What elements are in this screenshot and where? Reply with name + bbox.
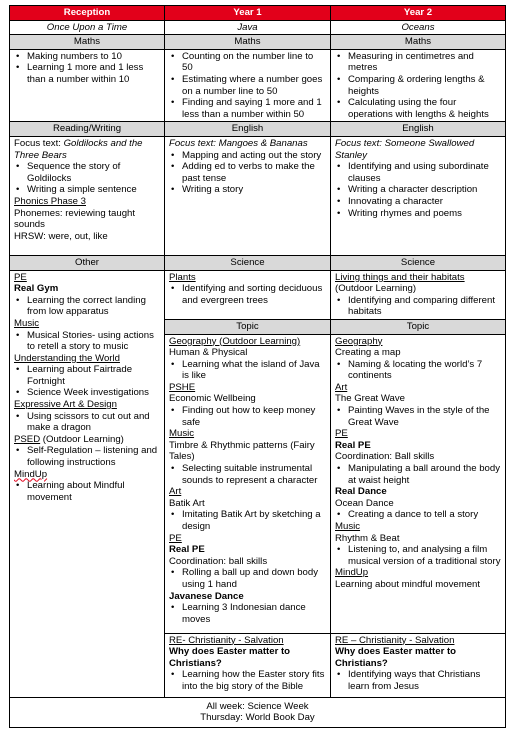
list-item: • Learning about Mindful movement [14, 480, 160, 503]
list-item: • Learning the correct landing from low apparatus [14, 295, 160, 318]
re-heading: RE – Christianity - Salvation [335, 634, 455, 646]
year2-maths [331, 49, 506, 122]
footer-line: All week: Science Week [206, 700, 309, 712]
list-item: • Comparing & ordering lengths & heights [335, 74, 501, 97]
year1-topic [165, 334, 331, 633]
pe-sub: Coordination: Ball skills [335, 451, 435, 463]
mindup-heading: MindUp [14, 468, 48, 480]
hrsw-text: HRSW: were, out, like [14, 230, 108, 242]
list-item: • Selecting suitable instrumental sounds to represent a character [169, 463, 326, 486]
science-content-row [10, 270, 506, 319]
psed-heading: PSED (Outdoor Learning) [14, 433, 124, 445]
list-item: • Finding out how to keep money safe [169, 405, 326, 428]
other-label: Other [10, 255, 165, 270]
list-item: • Estimating where a number goes on a number line to 50 [169, 74, 326, 97]
art-heading: Art [169, 486, 182, 498]
list-item: • Counting on the number line to 50 [169, 51, 326, 74]
music-heading: Music [169, 428, 195, 440]
list-item: • Learning about Fairtrade Fortnight [14, 364, 160, 387]
year1-science [165, 270, 331, 319]
list-item: • Innovating a character [335, 196, 501, 208]
english-label: English [165, 122, 331, 137]
geography-sub: Human & Physical [169, 347, 248, 359]
maths-label: Maths [10, 35, 165, 50]
list-item: • Writing a character description [335, 184, 501, 196]
outdoor-learning-note: (Outdoor Learning) [335, 283, 417, 295]
geography-heading: Geography [335, 335, 383, 347]
re-question: Why does Easter matter to Christians? [169, 646, 291, 669]
list-item: • Writing rhymes and poems [335, 208, 501, 220]
living-things-heading: Living things and their habitats [335, 271, 465, 283]
pshe-sub: Economic Wellbeing [169, 393, 256, 405]
year2-topic-title: Oceans [331, 20, 506, 35]
list-item: • Finding and saying 1 more and 1 less than a number within 50 [169, 97, 326, 120]
year-header-row [10, 6, 506, 21]
mindup-text: Learning about mindful movement [335, 578, 481, 590]
javanese-dance-heading: Javanese Dance [169, 590, 244, 602]
pshe-heading: PSHE [169, 381, 196, 393]
topic-title-row [10, 20, 506, 35]
pe-heading: PE [14, 271, 27, 283]
re-question: Why does Easter matter to Christians? [335, 646, 457, 669]
geography-heading: Geography (Outdoor Learning) [169, 335, 301, 347]
maths-content-row [10, 49, 506, 122]
reception-other [10, 270, 165, 697]
year-reception-header: Reception [10, 6, 165, 21]
expressive-art-heading: Expressive Art & Design [14, 399, 117, 411]
year-2-header: Year 2 [331, 6, 506, 21]
literacy-label-row [10, 122, 506, 137]
list-item: • Making numbers to 10 [14, 51, 160, 63]
list-item: • Creating a dance to tell a story [335, 509, 501, 521]
year2-english [331, 136, 506, 255]
mindup-heading: MindUp [335, 567, 369, 579]
year-1-header: Year 1 [165, 6, 331, 21]
pe-heading: PE [335, 428, 348, 440]
list-item: • Writing a simple sentence [14, 184, 160, 196]
footer-cell [10, 697, 506, 727]
real-pe-heading: Real PE [335, 439, 371, 451]
list-item: • Using scissors to cut out and make a dragon [14, 411, 160, 434]
list-item: • Learning how the Easter story fits into the big story of the Bible [169, 669, 326, 692]
art-sub: Batik Art [169, 497, 205, 509]
list-item: • Painting Waves in the style of the Great Wave [335, 405, 501, 428]
list-item: • Calculating using the four operations with lengths & heights [335, 97, 501, 120]
list-item: • Learning 1 more and 1 less than a number within 10 [14, 62, 160, 85]
footer-row [10, 697, 506, 727]
list-item: • Sequence the story of Goldilocks [14, 161, 160, 184]
topic-label: Topic [165, 319, 331, 334]
curriculum-document [9, 5, 505, 728]
list-item: • Measuring in centimetres and metres [335, 51, 501, 74]
list-item: • Identifying ways that Christians learn from Jesus [335, 669, 501, 692]
english-label: English [331, 122, 506, 137]
real-dance-heading: Real Dance [335, 486, 387, 498]
year1-english [165, 136, 331, 255]
list-item: • Rolling a ball up and down body using 1 hand [169, 567, 326, 590]
art-heading: Art [335, 381, 348, 393]
list-item: • Self-Regulation – listening and following instructions [14, 445, 160, 468]
reception-maths [10, 49, 165, 122]
science-label: Science [165, 255, 331, 270]
list-item: • Identifying and comparing different habitats [335, 295, 501, 318]
list-item: • Musical Stories- using actions to retell a story to music [14, 330, 160, 353]
reception-topic-title: Once Upon a Time [10, 20, 165, 35]
topic-label: Topic [331, 319, 506, 334]
music-sub: Timbre & Rhythmic patterns (Fairy Tales) [169, 439, 315, 463]
list-item: • Naming & locating the world’s 7 continents [335, 359, 501, 382]
list-item: • Identifying and sorting deciduous and evergreen trees [169, 283, 326, 306]
understanding-world-heading: Understanding the World [14, 352, 120, 364]
phonics-heading: Phonics Phase 3 [14, 195, 86, 207]
list-item: • Learning 3 Indonesian dance moves [169, 602, 326, 625]
art-sub: The Great Wave [335, 393, 406, 405]
focus-text: Focus text: Someone Swallowed Stanley [335, 137, 475, 161]
year1-topic-title: Java [165, 20, 331, 35]
list-item: • Adding ed to verbs to make the past tense [169, 161, 326, 184]
list-item: • Imitating Batik Art by sketching a design [169, 509, 326, 532]
list-item: • Listening to, and analysing a film musical version of a traditional story [335, 544, 501, 567]
list-item: • Science Week investigations [14, 387, 160, 399]
list-item: • Identifying and using subordinate clauses [335, 161, 501, 184]
plants-heading: Plants [169, 271, 196, 283]
curriculum-table [9, 5, 506, 728]
music-sub: Rhythm & Beat [335, 532, 400, 544]
maths-label-row [10, 35, 506, 50]
list-item: • Writing a story [169, 184, 326, 196]
focus-text: Focus text: Mangoes & Bananas [169, 137, 308, 149]
geography-sub: Creating a map [335, 347, 401, 359]
year2-science [331, 270, 506, 319]
maths-label: Maths [331, 35, 506, 50]
music-heading: Music [14, 317, 40, 329]
literacy-content-row [10, 136, 506, 255]
pe-heading: PE [169, 532, 182, 544]
other-science-label-row [10, 255, 506, 270]
real-pe-heading: Real PE [169, 544, 205, 556]
music-heading: Music [335, 521, 361, 532]
year2-re [331, 633, 506, 697]
pe-sub: Coordination: ball skills [169, 555, 268, 567]
year1-maths [165, 49, 331, 122]
list-item: • Mapping and acting out the story [169, 150, 326, 162]
maths-label: Maths [165, 35, 331, 50]
phonemes-text: Phonemes: reviewing taught sounds [14, 207, 136, 231]
focus-text: Focus text: Goldilocks and the Three Bears [14, 137, 143, 161]
dance-sub: Ocean Dance [335, 497, 394, 509]
real-gym-heading: Real Gym [14, 283, 59, 295]
science-label: Science [331, 255, 506, 270]
year2-topic [331, 334, 506, 633]
list-item: • Manipulating a ball around the body at waist height [335, 463, 501, 486]
year1-re [165, 633, 331, 697]
reception-literacy [10, 136, 165, 255]
reading-writing-label: Reading/Writing [10, 122, 165, 137]
footer-line: Thursday: World Book Day [200, 712, 315, 724]
re-heading: RE- Christianity - Salvation [169, 634, 284, 646]
list-item: • Learning what the island of Java is like [169, 359, 326, 382]
